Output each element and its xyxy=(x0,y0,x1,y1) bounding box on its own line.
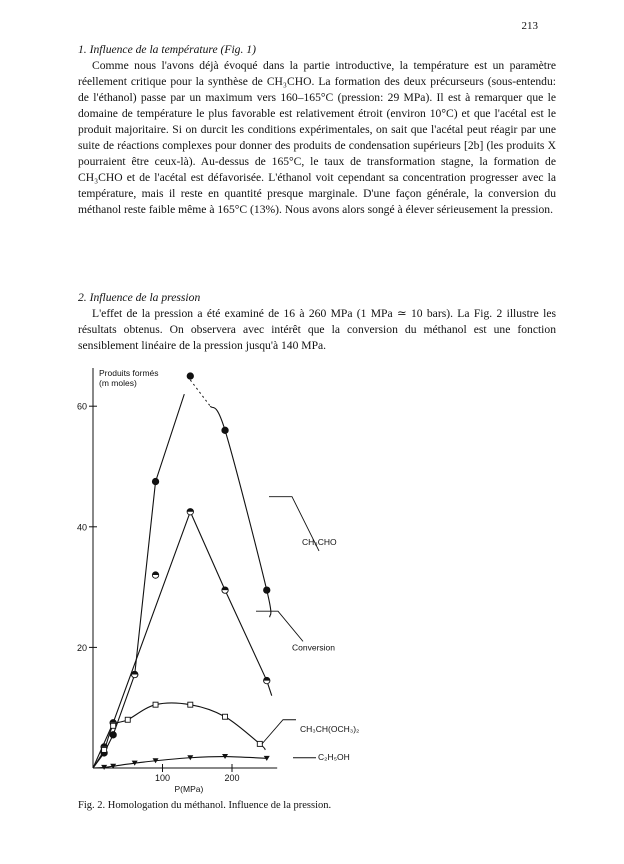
section-heading-pressure: 2. Influence de la pression xyxy=(78,291,201,304)
y-tick-label: 20 xyxy=(76,642,87,653)
acetal-point xyxy=(188,702,193,707)
y-axis-label: Produits formés xyxy=(99,368,159,378)
section-temperature xyxy=(78,42,556,218)
label-acetal-leader xyxy=(262,720,296,744)
ch3cho-point xyxy=(264,587,270,593)
acetal-point xyxy=(102,747,107,752)
page-number: 213 xyxy=(521,20,538,32)
acetal-point xyxy=(223,714,228,719)
acetal-point xyxy=(111,723,116,728)
ch3cho-point xyxy=(187,373,193,379)
acetal-point xyxy=(125,717,130,722)
label-ch3cho: CH₃CHO xyxy=(302,536,337,547)
label-conversion-leader xyxy=(256,611,303,641)
series-line-conversion xyxy=(93,512,272,768)
figure-2 xyxy=(70,358,370,803)
section-body-temperature: Comme nous l'avons déjà évoqué dans la partie introductive, la température est un paramètre réellement critique pour la synthèse de CH₃CHO. La formation des deux précurseurs (sous-entendu: de l'éthanol) passe par un maximum vers 160–165°C (pression: 29 MPa). Il est à remarquer que le domaine de température le plus favorable est relativement étroit (environ 10°C) et que l'acétal est le produit majoritaire. Si on durcit les conditions expérimentales, on sait que l'acétal peut réagir par une suite de réactions complexes pour donner des produits de condensation supérieurs [2b] (les produits X pourraient être ceux-là). Au-dessus de 165°C, le taux de transformation stagne, la formation de CH₃CHO et de l'acétal est défavorisée. L'éthanol voit cependant sa concentration progresser avec la température, mais il reste en quantité presque marginale. D'une façon générale, la conversion du méthanol reste faible même à 165°C (13%). Nous avons alors songé à élever sérieusement la pression. xyxy=(78,59,556,216)
acetal-point xyxy=(257,741,262,746)
series-line-ch3cho xyxy=(93,394,184,768)
section-heading-temperature: 1. Influence de la température (Fig. 1) xyxy=(78,43,256,56)
label-conversion: Conversion xyxy=(292,642,335,653)
ch3cho-point xyxy=(110,732,116,738)
series-line-ethanol xyxy=(93,757,267,768)
ch3cho-point xyxy=(222,427,228,433)
x-tick-label: 200 xyxy=(224,773,240,783)
series-line-ch3cho-dashed xyxy=(187,376,210,406)
section-pressure xyxy=(78,290,556,354)
y-tick-label: 40 xyxy=(76,522,87,533)
y-axis-label: (m moles) xyxy=(99,378,137,388)
series-line-ch3cho-fall xyxy=(210,406,271,617)
x-axis-label: P(MPa) xyxy=(174,784,204,794)
x-tick-label: 100 xyxy=(154,773,171,783)
figure-caption: Fig. 2. Homologation du méthanol. Influence de la pression. xyxy=(78,800,332,811)
ch3cho-point xyxy=(152,478,158,484)
pressure-chart xyxy=(70,358,370,798)
y-tick-label: 60 xyxy=(76,401,87,412)
acetal-point xyxy=(153,702,158,707)
label-ethanol: C₂H₅OH xyxy=(318,752,350,763)
label-acetal: CH₃CH(OCH₃)₂ xyxy=(300,723,360,734)
section-body-pressure: L'effet de la pression a été examiné de 16 à 260 MPa (1 MPa ≃ 10 bars). La Fig. 2 illustre les résultats obtenus. On observera avec intérêt que la conversion du méthanol est une fonction sensiblement linéaire de la pression jusqu'à 140 MPa. xyxy=(78,307,556,352)
